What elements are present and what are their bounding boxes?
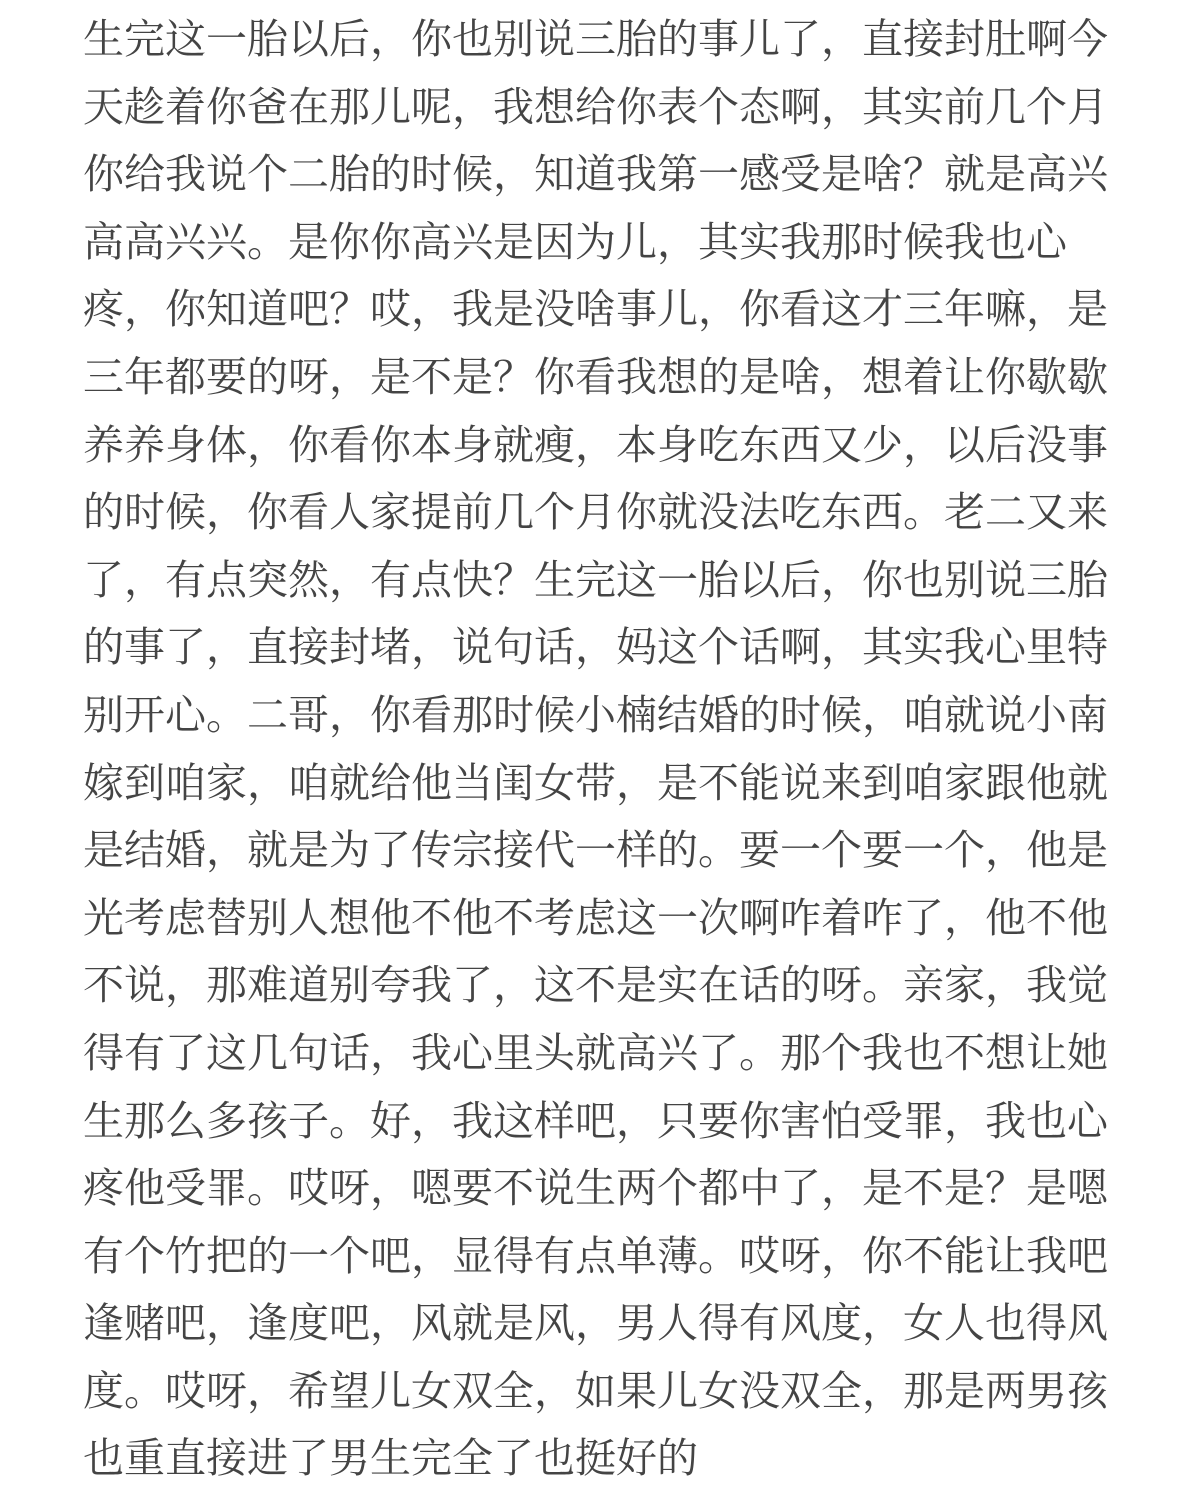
transcript-line: 是结婚，就是为了传宗接代一样的。要一个要一个，他是 xyxy=(83,827,1108,874)
transcript-line: 疼，你知道吧？哎，我是没啥事儿，你看这才三年嘛，是 xyxy=(83,286,1108,333)
transcript-line: 生完这一胎以后，你也别说三胎的事儿了，直接封肚啊今 xyxy=(83,16,1108,62)
transcript-line: 有个竹把的一个吧，显得有点单薄。哎呀，你不能让我吧 xyxy=(83,1232,1108,1279)
transcript-line: 嫁到咱家，咱就给他当闺女带，是不能说来到咱家跟他就 xyxy=(83,759,1108,806)
transcript-line: 不说，那难道别夸我了，这不是实在话的呀。亲家，我觉 xyxy=(83,962,1108,1009)
transcript-line: 度。哎呀，希望儿女双全，如果儿女没双全，那是两男孩 xyxy=(83,1367,1108,1414)
transcript-line: 养养身体，你看你本身就瘦，本身吃东西又少，以后没事 xyxy=(83,421,1108,468)
transcript-line: 三年都要的呀，是不是？你看我想的是啥，想着让你歇歇 xyxy=(83,353,1108,400)
transcript-line: 高高兴兴。是你你高兴是因为儿，其实我那时候我也心 xyxy=(83,218,1067,265)
transcript-line: 你给我说个二胎的时候，知道我第一感受是啥？就是高兴 xyxy=(83,151,1108,198)
transcript-line: 生那么多孩子。好，我这样吧，只要你害怕受罪，我也心 xyxy=(83,1097,1108,1144)
transcript-line: 光考虑替别人想他不他不考虑这一次啊咋着咋了，他不他 xyxy=(83,894,1108,941)
transcript-line: 别开心。二哥，你看那时候小楠结婚的时候，咱就说小南 xyxy=(83,691,1108,738)
transcript-line: 疼他受罪。哎呀，嗯要不说生两个都中了，是不是？是嗯 xyxy=(83,1165,1108,1212)
transcript-line: 的时候，你看人家提前几个月你就没法吃东西。老二又来 xyxy=(83,489,1108,536)
transcript-line: 了，有点突然，有点快？生完这一胎以后，你也别说三胎 xyxy=(83,556,1108,603)
transcript-line: 的事了，直接封堵，说句话，妈这个话啊，其实我心里特 xyxy=(83,624,1108,671)
transcript-line: 天趁着你爸在那儿呢，我想给你表个态啊，其实前几个月 xyxy=(83,83,1108,130)
transcript-line-partial: 也重直接进了男生完全了也挺好的 xyxy=(83,1435,698,1482)
transcript-line: 逢赌吧，逢度吧，风就是风，男人得有风度，女人也得风 xyxy=(83,1300,1108,1347)
transcript-text-block xyxy=(83,6,1119,1493)
transcript-line: 得有了这几句话，我心里头就高兴了。那个我也不想让她 xyxy=(83,1029,1108,1076)
